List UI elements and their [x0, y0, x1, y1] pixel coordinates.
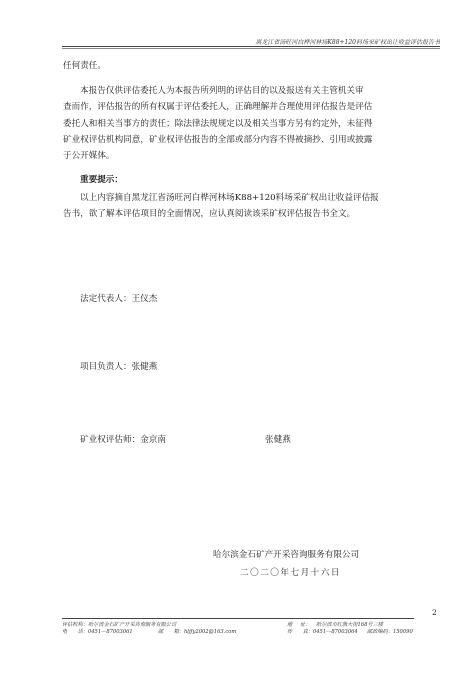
footer-rule — [62, 618, 414, 619]
running-header: 黑龙江省汤旺河白桦河林场K88+120料场采矿权出让收益评估报告书 — [255, 39, 440, 46]
footer-address: 哈尔滨市红旗大街168号三楼 — [316, 622, 383, 628]
notice-heading: 重要提示： — [80, 175, 123, 185]
footer-org: 评估机构：哈尔滨金石矿产开采咨询服务有限公司 — [62, 622, 177, 628]
paragraph-2-line-4: 矿业权评估机构同意，矿业权评估报告的全部或部分内容不得被摘抄、引用或披露 — [63, 134, 373, 145]
notice-line-1: 以上内容摘自黑龙江省汤旺河白桦河林场K88+120料场采矿权出让收益评估报 — [80, 193, 379, 203]
footer-phone: 电 话：0451—87003061 — [62, 629, 133, 635]
paragraph-1 — [63, 58, 417, 74]
paragraph-2-line-3: 委托人和相关当事方的责任；除法律法规规定以及相关当事方另有约定外，未征得 — [63, 118, 373, 129]
footer-postcode: 邮政编码：150090 — [367, 629, 413, 635]
appraiser-second: 张健燕 — [265, 435, 291, 445]
legal-representative: 法定代表人：王仪杰 — [80, 294, 158, 304]
header-rule — [62, 46, 440, 47]
paragraph-2 — [63, 83, 417, 164]
paragraph-2-line-5: 于公开媒体。 — [63, 151, 115, 162]
paragraph-2-line-1: 本报告仅供评估委托人为本报告所列明的评估目的以及报送有关主管机关审 — [80, 86, 364, 96]
project-leader: 项目负责人：张健燕 — [80, 362, 158, 372]
footer-address-label-2: 址： — [300, 622, 311, 628]
paragraph-2-line-2: 查而作，评估报告的所有权属于评估委托人，正确理解并合理使用评估报告是评估 — [63, 102, 373, 113]
company-name: 哈尔滨金石矿产开采咨询服务有限公司 — [213, 550, 360, 560]
paragraph-1-line: 任何责任。 — [63, 61, 106, 71]
footer-address-label: 地 — [287, 622, 293, 628]
footer-fax: 传 真：0451—87003064 — [287, 629, 358, 635]
header-rule-thin — [62, 48, 440, 49]
appraiser: 矿业权评估师：金京南 — [80, 435, 166, 445]
notice-paragraph — [63, 190, 417, 223]
notice-line-2: 告书，欲了解本评估项目的全面情况，应认真阅读该采矿权评估报告书全文。 — [63, 209, 356, 220]
page-number: 2 — [432, 608, 437, 617]
report-date: 二〇二〇年七月十六日 — [240, 568, 341, 578]
footer-email: 邮 箱：hljfy2002@163.com — [158, 629, 237, 635]
